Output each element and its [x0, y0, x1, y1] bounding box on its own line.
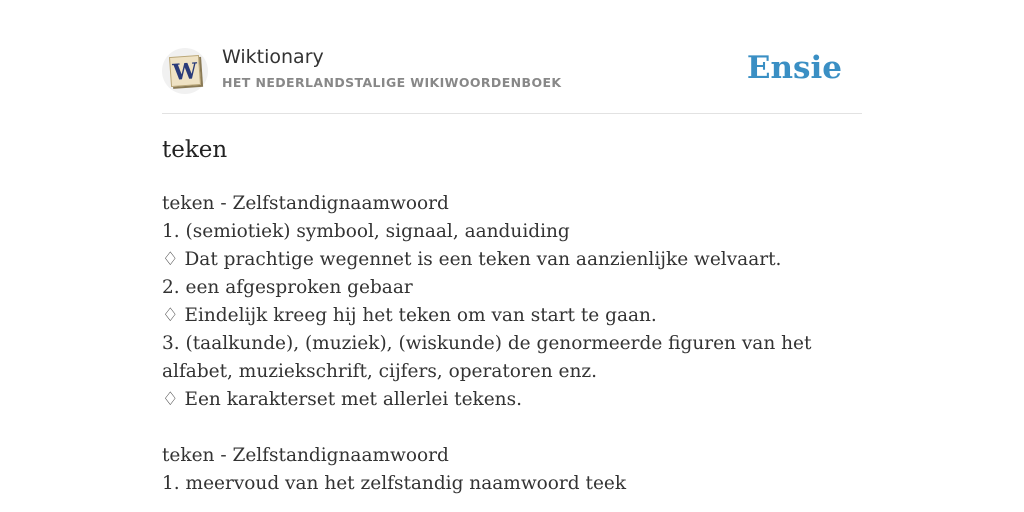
- definition-content: [162, 190, 862, 498]
- header-divider: [162, 113, 862, 114]
- definition-line: 2. een afgesproken gebaar: [162, 277, 413, 298]
- ensie-brand-link[interactable]: Ensie: [746, 50, 842, 86]
- example-line: ♢ Een karakterset met allerlei tekens.: [162, 389, 522, 410]
- example-line: ♢ Dat prachtige wegennet is een teken van aanzienlijke welvaart.: [162, 249, 782, 270]
- entry-heading: teken - Zelfstandignaamwoord: [162, 193, 449, 214]
- logo-tile: [169, 55, 201, 87]
- definition-line: 1. (semiotiek) symbool, signaal, aanduiding: [162, 221, 570, 242]
- definition-line: 1. meervoud van het zelfstandig naamwoord teek: [162, 473, 627, 494]
- site-tagline: HET NEDERLANDSTALIGE WIKIWOORDENBOEK: [222, 75, 562, 90]
- entry-heading: teken - Zelfstandignaamwoord: [162, 445, 449, 466]
- definition-line: 3. (taalkunde), (muziek), (wiskunde) de genormeerde figuren van het alfabet, muziekschrift, cijfers, operatoren enz.: [162, 333, 812, 382]
- entry-spacer: [162, 414, 862, 442]
- example-line: ♢ Eindelijk kreeg hij het teken om van start te gaan.: [162, 305, 657, 326]
- logo-letter: W: [171, 58, 199, 86]
- site-header: [162, 46, 862, 96]
- site-name[interactable]: Wiktionary: [222, 46, 324, 68]
- wiktionary-logo-icon[interactable]: [162, 48, 208, 94]
- page-title: teken: [162, 137, 228, 163]
